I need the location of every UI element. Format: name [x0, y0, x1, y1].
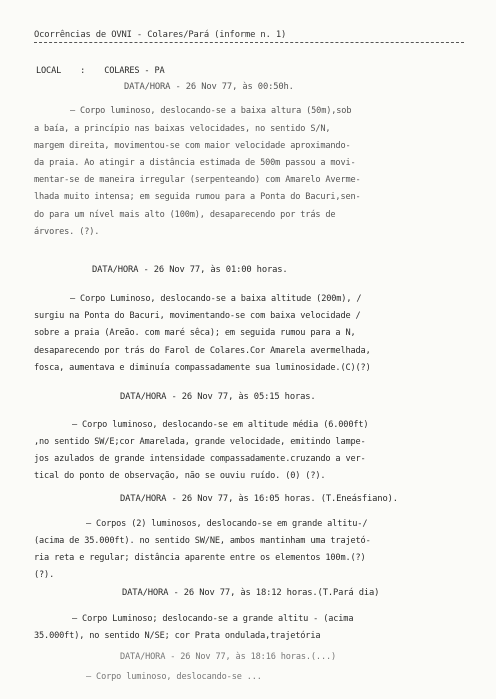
entry-line: – Corpo Luminoso, deslocando-se a baixa altitude (200m), /	[70, 294, 362, 304]
entry-line: – Corpo luminoso, deslocando-se em altitude média (6.000ft)	[72, 420, 369, 430]
entry-line: do para um nível mais alto (100m), desaparecendo por trás de	[34, 210, 336, 220]
entry-line: lhada muito intensa; em seguida rumou para a Ponta do Bacuri,sen-	[34, 192, 361, 202]
entry-line: sobre a praia (Areão. com maré sêca); em seguida rumou para a N,	[34, 328, 356, 338]
location-row	[36, 66, 165, 77]
entry-line: 35.000ft), no sentido N/SE; cor Prata ondulada,trajetória	[34, 631, 321, 641]
entry-line: da praia. Ao atingir a distância estimada de 500m passou a movi-	[34, 158, 356, 168]
entry-line: ria reta e regular; distância aparente entre os elementos 100m.(?)	[34, 553, 366, 563]
entry-line: margem direita, movimentou-se com maior velocidade aproximando-	[34, 141, 351, 151]
entry-line: mentar-se de maneira irregular (serpenteando) com Amarelo Averme-	[34, 175, 361, 185]
entry-line: fosca, aumentava e diminuía compassadamente sua luminosidade.(C)(?)	[34, 363, 371, 373]
entry-line: a baía, a princípio nas baixas velocidades, no sentido S/N,	[34, 124, 331, 134]
entry-datetime: DATA/HORA - 26 Nov 77, às 16:05 horas. (T.Eneásfiano).	[120, 494, 398, 504]
entry-datetime: DATA/HORA - 26 Nov 77, às 00:50h.	[124, 82, 294, 92]
entry-line: – Corpos (2) luminosos, deslocando-se em grande altitu-/	[86, 519, 368, 529]
entry-line: (acima de 35.000ft). no sentido SW/NE, ambos mantinham uma trajetó-	[34, 536, 371, 546]
entry-line: – Corpo luminoso, deslocando-se a baixa altura (50m),sob	[70, 106, 352, 116]
entry-datetime: DATA/HORA - 26 Nov 77, às 05:15 horas.	[120, 392, 316, 402]
entry-line: ,no sentido SW/E;cor Amarelada, grande velocidade, emitindo lampe-	[34, 437, 366, 447]
entry-line: desaparecendo por trás do Farol de Colares.Cor Amarela avermelhada,	[34, 346, 371, 356]
entry-line: árvores. (?).	[34, 227, 100, 237]
entry-line: (?).	[34, 570, 55, 580]
document-title: Ocorrências de OVNI - Colares/Pará (informe n. 1)	[34, 30, 464, 43]
location-separator: :	[80, 66, 86, 76]
entry-line: – Corpo luminoso, deslocando-se ...	[86, 672, 262, 682]
location-value: COLARES - PA	[104, 66, 165, 76]
entry-line: surgiu na Ponta do Bacuri, movimentando-se com baixa velocidade /	[34, 311, 361, 321]
entry-line: jos azulados de grande intensidade compassadamente.cruzando a ver-	[34, 454, 366, 464]
entry-line: – Corpo Luminoso; deslocando-se a grande altitu - (acima	[72, 614, 354, 624]
entry-datetime: DATA/HORA - 26 Nov 77, às 01:00 horas.	[92, 265, 288, 275]
location-label: LOCAL	[36, 66, 62, 76]
entry-line: DATA/HORA - 26 Nov 77, às 18:16 horas.(...)	[120, 652, 337, 662]
entry-line: tical do ponto de observação, não se ouviu ruído. (0) (?).	[34, 471, 326, 481]
entry-datetime: DATA/HORA - 26 Nov 77, às 18:12 horas.(T.Pará dia)	[122, 588, 380, 598]
